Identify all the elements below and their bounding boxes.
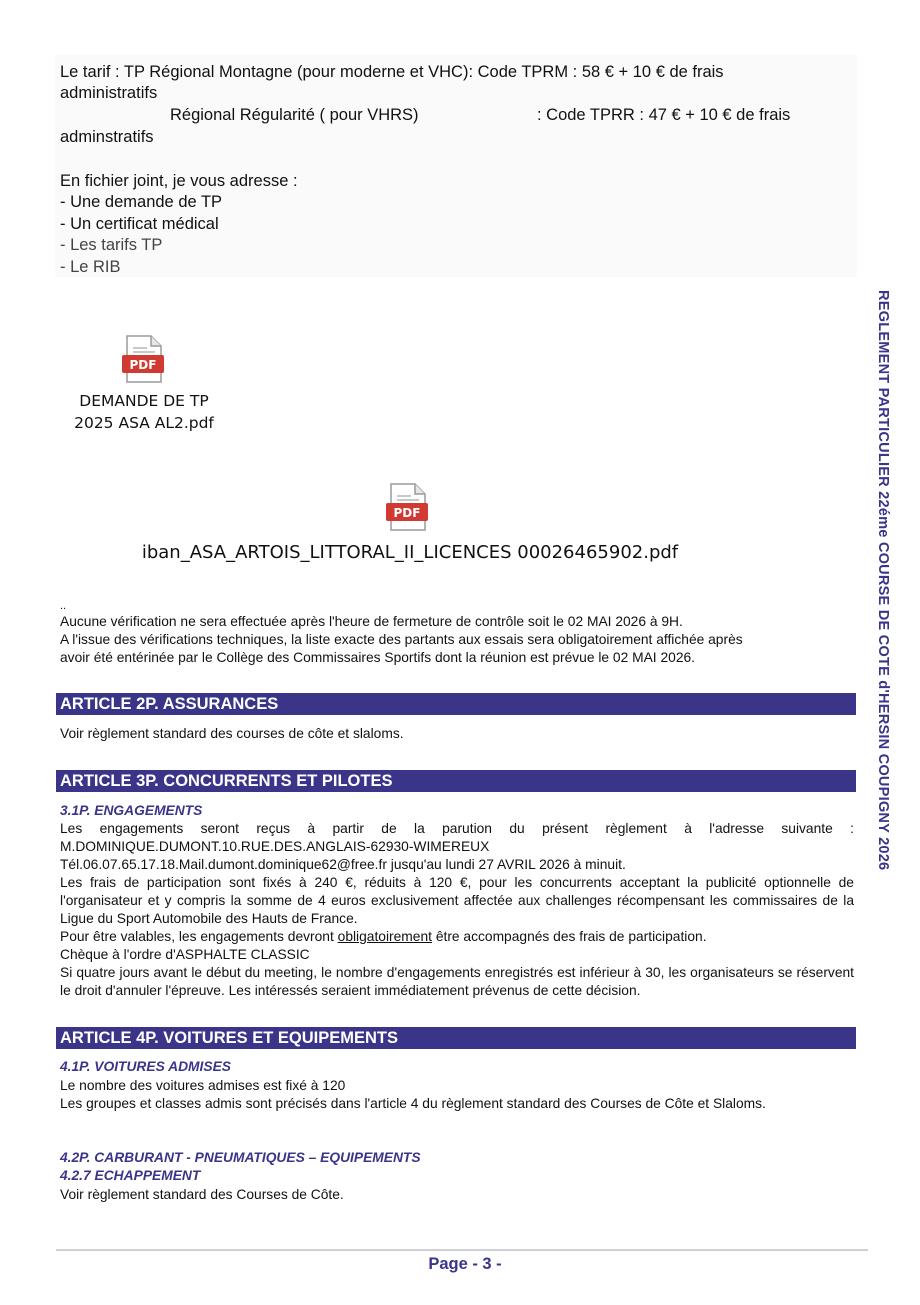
article-2-text: Voir règlement standard des courses de côte et slaloms. xyxy=(60,726,404,741)
pdf-badge: PDF xyxy=(393,506,421,520)
side-title xyxy=(868,290,898,1030)
attachment-name-line1: iban_ASA_ARTOIS_LITTORAL_II_LICENCES 00026465902.pdf xyxy=(141,542,679,563)
attachment-name-line1: DEMANDE DE TP xyxy=(79,392,209,410)
voitures-groupes: Les groupes et classes admis sont précisés dans l'article 4 du règlement standard des Courses de Côte et Slaloms. xyxy=(60,1096,766,1111)
joint-item: - Un certificat médical xyxy=(60,215,219,233)
carburant-subtitle: 4.2P. CARBURANT - PNEUMATIQUES – EQUIPEMENTS xyxy=(60,1150,421,1165)
side-title-text: REGLEMENT PARTICULIER 22éme COURSE DE COTE d'HERSIN COUPIGNY 2026 xyxy=(875,290,891,871)
engagements-contact: Tél.06.07.65.17.18.Mail.dumont.dominique62@free.fr jusqu'au lundi 27 AVRIL 2026 à minuit. xyxy=(60,857,626,872)
pdf-badge: PDF xyxy=(129,358,157,372)
validity-text: Pour être valables, les engagements devront xyxy=(60,929,338,944)
engagements-fees: Les frais de participation sont fixés à 240 €, réduits à 120 €, pour les concurrents acceptant la publicité optionnelle de l'organisateur et y compris la somme de 4 euros exclusivement affectée aux challenges récompensant les commissaires de la Ligue du Sport Automobile des Hauts de France. xyxy=(60,875,854,926)
article-4-title: ARTICLE 4P. VOITURES ET EQUIPEMENTS xyxy=(56,1027,856,1049)
attachment-name-line2: 2025 ASA AL2.pdf xyxy=(74,414,214,432)
tarif-line-1: Le tarif : TP Régional Montagne (pour moderne et VHC): Code TPRM : 58 € + 10 € de frais xyxy=(60,63,724,81)
echappement-subtitle: 4.2.7 ECHAPPEMENT xyxy=(60,1168,201,1183)
tarif-line-3b: : Code TPRR : 47 € + 10 € de frais xyxy=(537,106,791,124)
engagements-cancel: Si quatre jours avant le début du meeting, le nombre d'engagements enregistrés est inférieur à 30, les organisateurs se réservent le droit d'annuler l'épreuve. Les intéressés seraient immédiatement prévenus de cette décision. xyxy=(60,965,854,998)
joint-item: - Une demande de TP xyxy=(60,193,223,211)
voitures-admises-subtitle: 4.1P. VOITURES ADMISES xyxy=(60,1059,231,1074)
joint-item: - Les tarifs TP xyxy=(60,236,163,254)
validity-text-end: être accompagnés des frais de participation. xyxy=(431,929,707,944)
dots: .. xyxy=(60,600,67,612)
tarif-line-3a: Régional Régularité ( pour VHRS) xyxy=(170,106,419,124)
voitures-count: Le nombre des voitures admises est fixé à 120 xyxy=(60,1078,346,1093)
verif-line-2: A l'issue des vérifications techniques, la liste exacte des partants aux essais sera obligatoirement affichée après xyxy=(60,632,743,647)
intro-background xyxy=(55,55,857,277)
engagements-address: Les engagements seront reçus à partir de la parution du présent règlement à l'adresse suivante : M.DOMINIQUE.DUMONT.10.RUE.DES.ANGLAIS-62930-WIMEREUX xyxy=(60,821,854,854)
engagements-validity xyxy=(60,928,854,946)
joint-item: - Le RIB xyxy=(60,258,121,276)
validity-underlined: obligatoirement xyxy=(337,929,432,944)
article-2-title: ARTICLE 2P. ASSURANCES xyxy=(56,693,856,715)
pdf-icon xyxy=(385,483,429,531)
page-number: Page - 3 - xyxy=(428,1255,502,1273)
verif-line-3: avoir été entérinée par le Collège des Commissaires Sportifs dont la réunion est prévue le 02 MAI 2026. xyxy=(60,650,696,665)
engagements-cheque: Chèque à l'ordre d'ASPHALTE CLASSIC xyxy=(60,947,310,962)
article-3-title: ARTICLE 3P. CONCURRENTS ET PILOTES xyxy=(56,770,856,792)
tarif-line-4: adminstratifs xyxy=(60,128,154,146)
joint-intro: En fichier joint, je vous adresse : xyxy=(60,172,298,190)
engagements-subtitle: 3.1P. ENGAGEMENTS xyxy=(60,803,203,818)
footer-divider xyxy=(56,1249,868,1251)
echappement-text: Voir règlement standard des Courses de Côte. xyxy=(60,1187,344,1202)
tarif-line-2: administratifs xyxy=(60,84,158,102)
verif-line-1: Aucune vérification ne sera effectuée après l'heure de fermeture de contrôle soit le 02 MAI 2026 à 9H. xyxy=(60,614,683,629)
pdf-icon xyxy=(121,335,165,383)
